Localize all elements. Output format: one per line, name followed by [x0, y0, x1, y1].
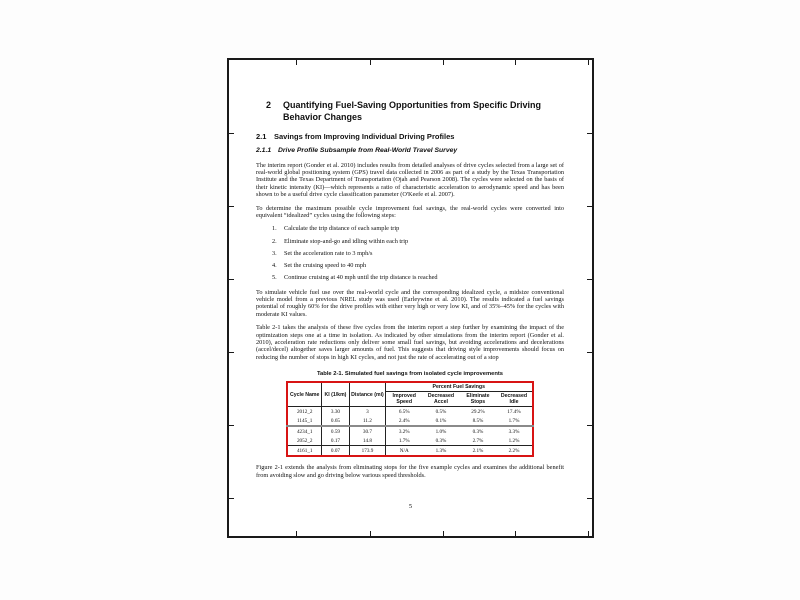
cell-eliminate-stops: 2.7%: [472, 437, 484, 444]
ruler-tick: [229, 133, 234, 134]
cell-eliminate-stops: 8.5%: [472, 417, 484, 424]
cell-decreased-idle: 1.7%: [508, 417, 520, 424]
ruler-tick: [370, 60, 371, 65]
ruler-tick: [587, 498, 592, 499]
list-item-text: Eliminate stop-and-go and idling within each trip: [284, 237, 409, 245]
page-content: [256, 100, 564, 485]
cell-decreased-idle: 1.2%: [508, 437, 520, 444]
cell-eliminate-stops: 0.3%: [459, 426, 496, 436]
cell-cycle-name: 4161_1: [287, 446, 321, 457]
list-item-text: Continue cruising at 40 mph until the trip distance is reached: [284, 274, 438, 282]
page-frame: [227, 58, 594, 538]
list-item-number: 4.: [272, 261, 277, 269]
cell-distance: 14.8: [349, 436, 385, 446]
idealized-cycle-steps-list: [256, 225, 564, 281]
ruler-tick: [587, 352, 592, 353]
cell-distance: 30.7: [349, 426, 385, 436]
column-header: Decreased Accel: [422, 392, 459, 407]
ruler-tick: [229, 425, 234, 426]
section-number: 2.1: [256, 132, 267, 141]
section-heading: [256, 132, 564, 141]
cell-ki: 0.65: [321, 416, 349, 426]
ruler-tick: [443, 60, 444, 65]
table-row: [287, 426, 532, 436]
list-item-number: 3.: [272, 249, 277, 257]
ruler-tick: [370, 531, 371, 536]
cell-improved-speed: 1.7%: [398, 437, 410, 444]
subsection-title: Drive Profile Subsample from Real-World Travel Survey: [278, 147, 458, 154]
table-row: [287, 436, 532, 446]
column-header: Improved Speed: [385, 392, 422, 407]
group-column-header: Percent Fuel Savings: [385, 382, 532, 392]
column-header: Eliminate Stops: [459, 392, 496, 407]
ruler-tick: [587, 133, 592, 134]
cell-ki: 0.59: [321, 426, 349, 436]
cell-distance: 11.2: [349, 416, 385, 426]
table-row: [287, 407, 532, 417]
ruler-tick: [587, 206, 592, 207]
cell-decreased-accel: 0.1%: [435, 417, 447, 424]
cell-cycle-name: 1145_1: [287, 416, 321, 426]
table-group-header-row: [287, 382, 532, 392]
cell-decreased-idle: 2.2%: [496, 446, 532, 457]
cell-decreased-accel: 1.0%: [422, 426, 459, 436]
list-item-number: 2.: [272, 237, 277, 245]
list-item: [272, 274, 564, 281]
cell-cycle-name: 4234_1: [287, 426, 321, 436]
chapter-heading: [256, 100, 564, 123]
cell-improved-speed: 6.5%: [398, 408, 410, 415]
cell-decreased-accel: 0.5%: [435, 408, 447, 415]
list-item-text: Calculate the trip distance of each sample trip: [284, 225, 400, 233]
cell-ki: 0.07: [321, 446, 349, 457]
cell-cycle-name: 2052_2: [287, 436, 321, 446]
list-item-text: Set the acceleration rate to 3 mph/s: [284, 249, 373, 257]
ruler-tick: [443, 531, 444, 536]
ruler-tick: [296, 60, 297, 65]
chapter-title: Quantifying Fuel-Saving Opportunities from Specific Driving Behavior Changes: [283, 100, 542, 122]
column-header: KI (1/km): [321, 382, 349, 407]
ruler-tick: [587, 425, 592, 426]
subsection-heading: [256, 147, 564, 156]
paragraph: To simulate vehicle fuel use over the real-world cycle and the corresponding idealized cycle, a midsize conventional vehicle model from a previous NREL study was used (Earleywine et al. 2010). The results indicated a fuel savings potential of roughly 60% for the drive profiles with either very high or very low KI, and of 35%–45% for the cycles with moderate KI values.: [256, 288, 564, 318]
section-title: Savings from Improving Individual Driving Profiles: [274, 132, 455, 141]
cell-ki: 3.30: [321, 407, 349, 417]
ruler-tick: [296, 531, 297, 536]
cell-improved-speed: 2.4%: [398, 417, 410, 424]
list-item-number: 5.: [272, 274, 277, 282]
list-item-number: 1.: [272, 225, 277, 233]
page-number: 5: [408, 503, 413, 510]
ruler-tick: [229, 498, 234, 499]
ruler-tick: [587, 279, 592, 280]
cell-eliminate-stops: 2.1%: [459, 446, 496, 457]
ruler-tick: [229, 279, 234, 280]
cell-distance: 173.9: [349, 446, 385, 457]
list-item: [272, 262, 564, 269]
ruler-tick: [588, 531, 589, 536]
ruler-tick: [229, 352, 234, 353]
cell-improved-speed: 3.2%: [385, 426, 422, 436]
list-item: [272, 238, 564, 245]
cell-eliminate-stops: 29.2%: [471, 408, 485, 415]
paragraph: To determine the maximum possible cycle improvement fuel savings, the real-world cycles were converted into equivalent “idealized” cycles using the following steps:: [256, 204, 564, 219]
table-caption: Table 2-1. Simulated fuel savings from isolated cycle improvements: [316, 371, 504, 378]
cell-improved-speed: N/A: [385, 446, 422, 457]
list-item: [272, 250, 564, 257]
list-item-text: Set the cruising speed to 40 mph: [284, 261, 367, 269]
paragraph: Table 2-1 takes the analysis of these five cycles from the interim report a step further by examining the impact of the optimization steps one at a time in isolation. As indicated by other simulations from the interim report (Gonder et al. 2010), acceleration rate reductions only deliver some small fuel savings, but avoiding accelerations and decelerations (accel/decel) altogether saves larger amounts of fuel. This suggests that driving style improvements should focus on reducing the number of stops in high KI cycles, and not just the rate of accelerating out of a stop: [256, 324, 564, 361]
cell-ki: 0.17: [321, 436, 349, 446]
ruler-tick: [588, 60, 589, 65]
column-header: Cycle Name: [287, 382, 321, 407]
paragraph: Figure 2-1 extends the analysis from eliminating stops for the five example cycles and examines the additional benefit from avoiding slow and go driving below various speed thresholds.: [256, 464, 564, 479]
cell-decreased-idle: 17.4%: [507, 408, 521, 415]
column-header: Distance (mi): [349, 382, 385, 407]
table-row: [287, 416, 532, 426]
ruler-tick: [229, 206, 234, 207]
paragraph: The interim report (Gonder et al. 2010) includes results from detailed analyses of drive cycles selected from a large set of real-world global positioning system (GPS) travel data collected in 2006 as part of a study by the Texas Transportation Institute and the Texas Department of Transportation (Ojah and Pearson 2008). The cycles were selected on the basis of their kinetic intensity (KI)—which represents a ratio of characteristic acceleration to aerodynamic speed and has been shown to be a useful drive cycle classification parameter (O'Keefe et al. 2007).: [256, 161, 564, 199]
ruler-tick: [515, 531, 516, 536]
cell-cycle-name: 2012_2: [287, 407, 321, 417]
fuel-savings-table: [286, 381, 533, 457]
list-item: [272, 225, 564, 232]
ruler-tick: [515, 60, 516, 65]
column-header: Decreased Idle: [496, 392, 532, 407]
cell-decreased-accel: 1.3%: [422, 446, 459, 457]
cell-decreased-accel: 0.3%: [435, 437, 447, 444]
chapter-number: 2: [266, 100, 272, 110]
subsection-number: 2.1.1: [256, 147, 272, 154]
table-row: [287, 446, 532, 457]
cell-distance: 3: [349, 407, 385, 417]
cell-decreased-idle: 3.3%: [496, 426, 532, 436]
